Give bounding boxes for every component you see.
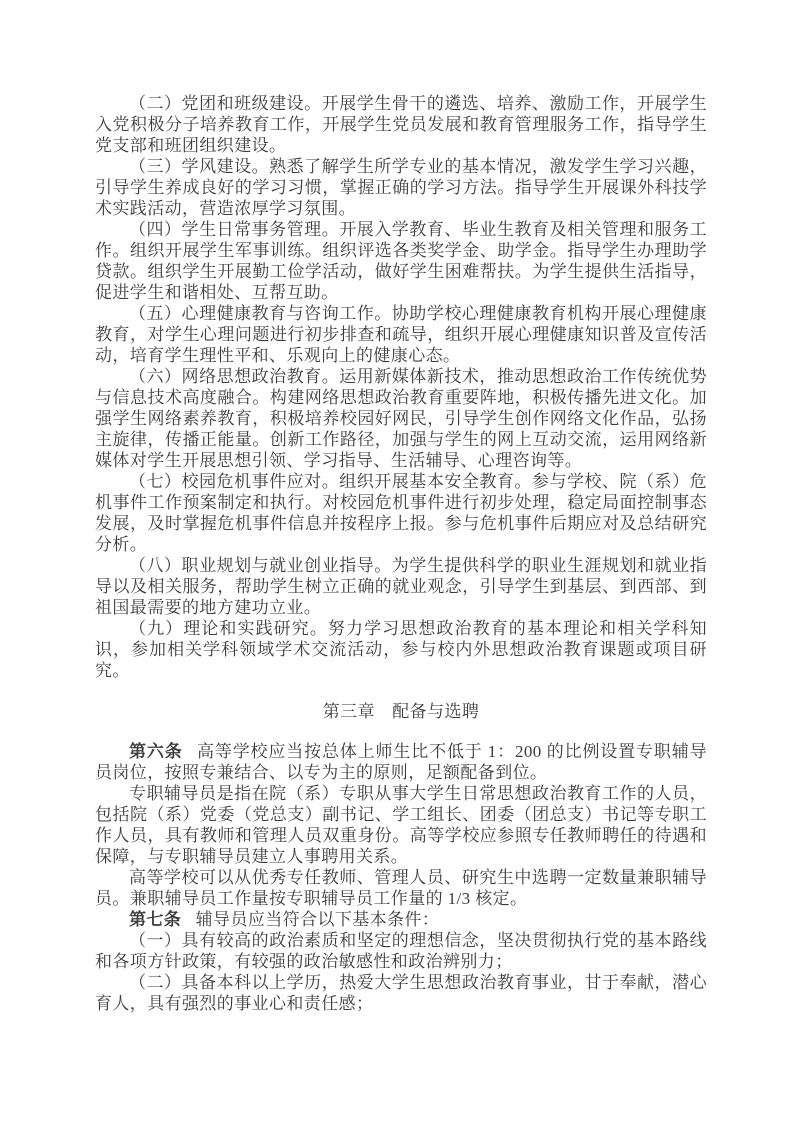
duty-item-9: （九）理论和实践研究。努力学习思想政治教育的基本理论和相关学科知识，参加相关学科领域学术交流活动，参与校内外思想政治教育课题或项目研究。 (95, 619, 707, 680)
condition-item-2: （二）具备本科以上学历，热爱大学生思想政治教育事业，甘于奉献，潜心育人，具有强烈的事业心和责任感； (95, 973, 707, 1013)
duty-item-7: （七）校园危机事件应对。组织开展基本安全教育。参与学校、院（系）危机事件工作预案制定和执行。对校园危机事件进行初步处理，稳定局面控制事态发展，及时掌握危机事件信息并按程序上报。参与危机事件后期应对及总结研究分析。 (95, 472, 707, 554)
duty-item-5: （五）心理健康教育与咨询工作。协助学校心理健康教育机构开展心理健康教育，对学生心理问题进行初步排查和疏导，组织开展心理健康知识普及宣传活动，培育学生理性平和、乐观向上的健康心态。 (95, 304, 707, 365)
article-7: 第七条 辅导员应当符合以下基本条件： (129, 910, 440, 929)
document-body (95, 93, 707, 1014)
duty-item-4: （四）学生日常事务管理。开展入学教育、毕业生教育及相关管理和服务工作。组织开展学生军事训练。组织评选各类奖学金、助学金。指导学生办理助学贷款。组织学生开展勤工俭学活动，做好学生困难帮扶。为学生提供生活指导，促进学生和谐相处、互帮互助。 (95, 220, 707, 302)
article-7-number: 第七条 (129, 910, 182, 929)
article-6-para-3: 高等学校可以从优秀专任教师、管理人员、研究生中选聘一定数量兼职辅导员。兼职辅导员工作量按专职辅导员工作量的 1/3 核定。 (95, 868, 707, 908)
duty-item-8: （八）职业规划与就业创业指导。为学生提供科学的职业生涯规划和就业指导以及相关服务，帮助学生树立正确的就业观念，引导学生到基层、到西部、到祖国最需要的地方建功立业。 (95, 556, 707, 617)
duty-item-6: （六）网络思想政治教育。运用新媒体新技术，推动思想政治工作传统优势与信息技术高度融合。构建网络思想政治教育重要阵地，积极传播先进文化。加强学生网络素养教育，积极培养校园好网民，引导学生创作网络文化作品，弘扬主旋律，传播正能量。创新工作路径，加强与学生的网上互动交流，运用网络新媒体对学生开展思想引领、学习指导、生活辅导、心理咨询等。 (95, 367, 707, 470)
article-6-para-2: 专职辅导员是指在院（系）专职从事大学生日常思想政治教育工作的人员，包括院（系）党委（党总支）副书记、学工组长、团委（团总支）书记等专职工作人员，具有教师和管理人员双重身份。高等学校应参照专任教师聘任的待遇和保障，与专职辅导员建立人事聘用关系。 (95, 784, 707, 866)
article-6-number: 第六条 (129, 742, 183, 761)
duty-item-3: （三）学风建设。熟悉了解学生所学专业的基本情况，激发学生学习兴趣，引导学生养成良好的学习习惯，掌握正确的学习方法。指导学生开展课外科技学术实践活动，营造浓厚学习氛围。 (95, 157, 707, 218)
chapter-heading: 第三章 配备与选聘 (322, 702, 480, 721)
condition-item-1: （一）具有较高的政治素质和坚定的理想信念，坚决贯彻执行党的基本路线和各项方针政策，有较强的政治敏感性和政治辨别力； (95, 931, 707, 971)
article-6: 第六条 高等学校应当按总体上师生比不低于 1：200 的比例设置专职辅导员岗位，按照专兼结合、以专为主的原则，足额配备到位。 (95, 742, 707, 782)
duty-item-2: （二）党团和班级建设。开展学生骨干的遴选、培养、激励工作，开展学生入党积极分子培养教育工作，开展学生党员发展和教育管理服务工作，指导学生党支部和班团组织建设。 (95, 94, 707, 155)
